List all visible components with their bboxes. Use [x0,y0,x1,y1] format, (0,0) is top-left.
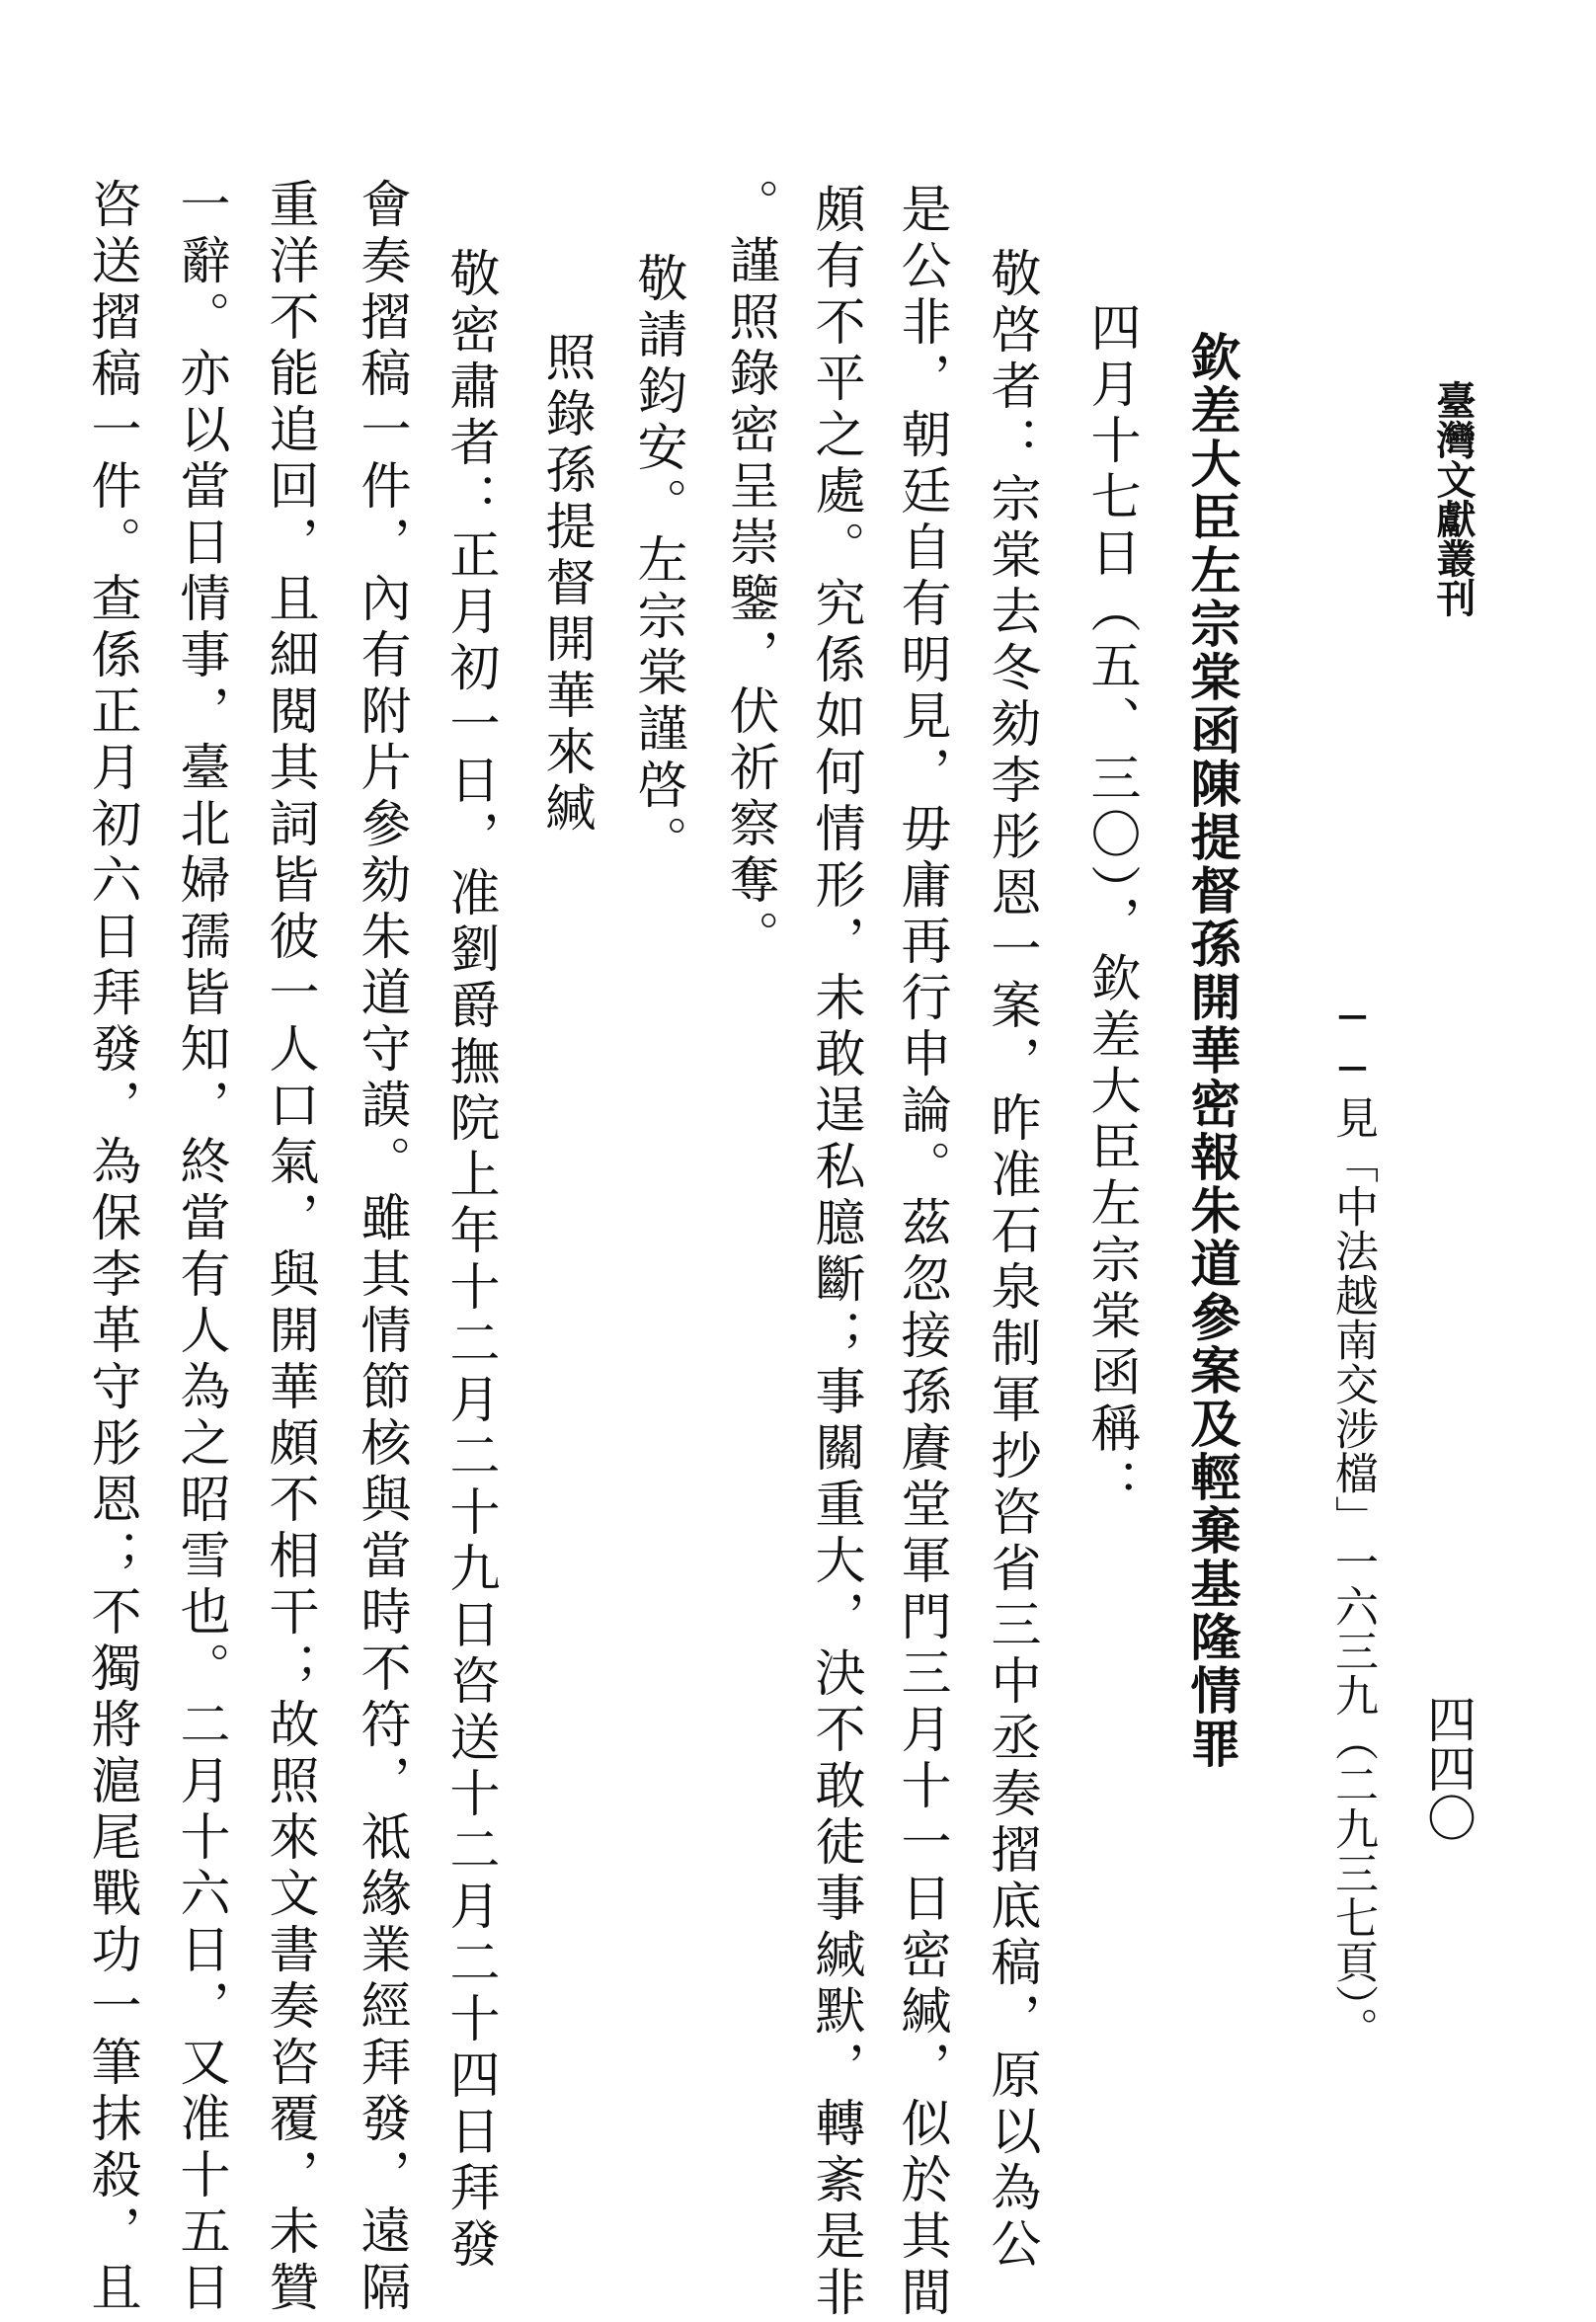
source-citation: ──見「中法越南交涉檔」一六三九（二九三七頁）。 [1327,993,1378,2051]
text-line: 咨送摺稿一件。查係正月初六日拜發，為保李革守彤恩；不獨將滬尾戰功一筆抹殺，且 [82,178,140,2317]
text-line: 敬啓者：宗棠去冬劾李彤恩一案，昨准石泉制軍抄咨省三中丞奏摺底稿，原以為公 [982,247,1040,2274]
text-line: 四月十七日（五、三〇），欽差大臣左宗棠函稱： [1081,301,1140,1515]
text-line: 敬請鈞安。左宗棠謹啓。 [628,252,686,871]
text-line: 頗有不平之處。究係如何情形，未敢逞私臆斷；事關重大，決不敢徒事緘默，轉紊是非 [806,183,864,2322]
text-line: 敬密肅者：正月初一日，准劉爵撫院上年十二月二十九日咨送十二月二十四日拜發 [440,247,499,2274]
section-title: 欽差大臣左宗棠函陳提督孫開華密報朱道參案及輕棄基隆情罪 [1181,331,1239,1771]
text-line: 重洋不能追回，且細閱其詞皆彼一人口氣，與開華頗不相干；故照來文書奏咨覆，未贊 [260,178,318,2317]
text-line: 。謹照錄密呈崇鑒，伏祈察奪。 [720,178,778,966]
letter-heading: 照錄孫提督開華來緘 [536,331,595,838]
book-title: 臺灣文獻叢刊 [1430,380,1476,617]
page-number: 四四〇 [1419,1694,1476,1842]
text-line: 會奏摺稿一件，內有附片參劾朱道守謨。雖其情節核與當時不符，祗緣業經拜發，遠隔 [352,178,410,2317]
text-line: 是公非，朝廷自有明見，毋庸再行申論。茲忽接孫賡堂軍門三月十一日密緘，似於其間 [892,183,950,2322]
text-line: 一辭。亦以當日情事，臺北婦孺皆知，終當有人為之昭雪也。二月十六日，又准十五日 [171,178,229,2317]
